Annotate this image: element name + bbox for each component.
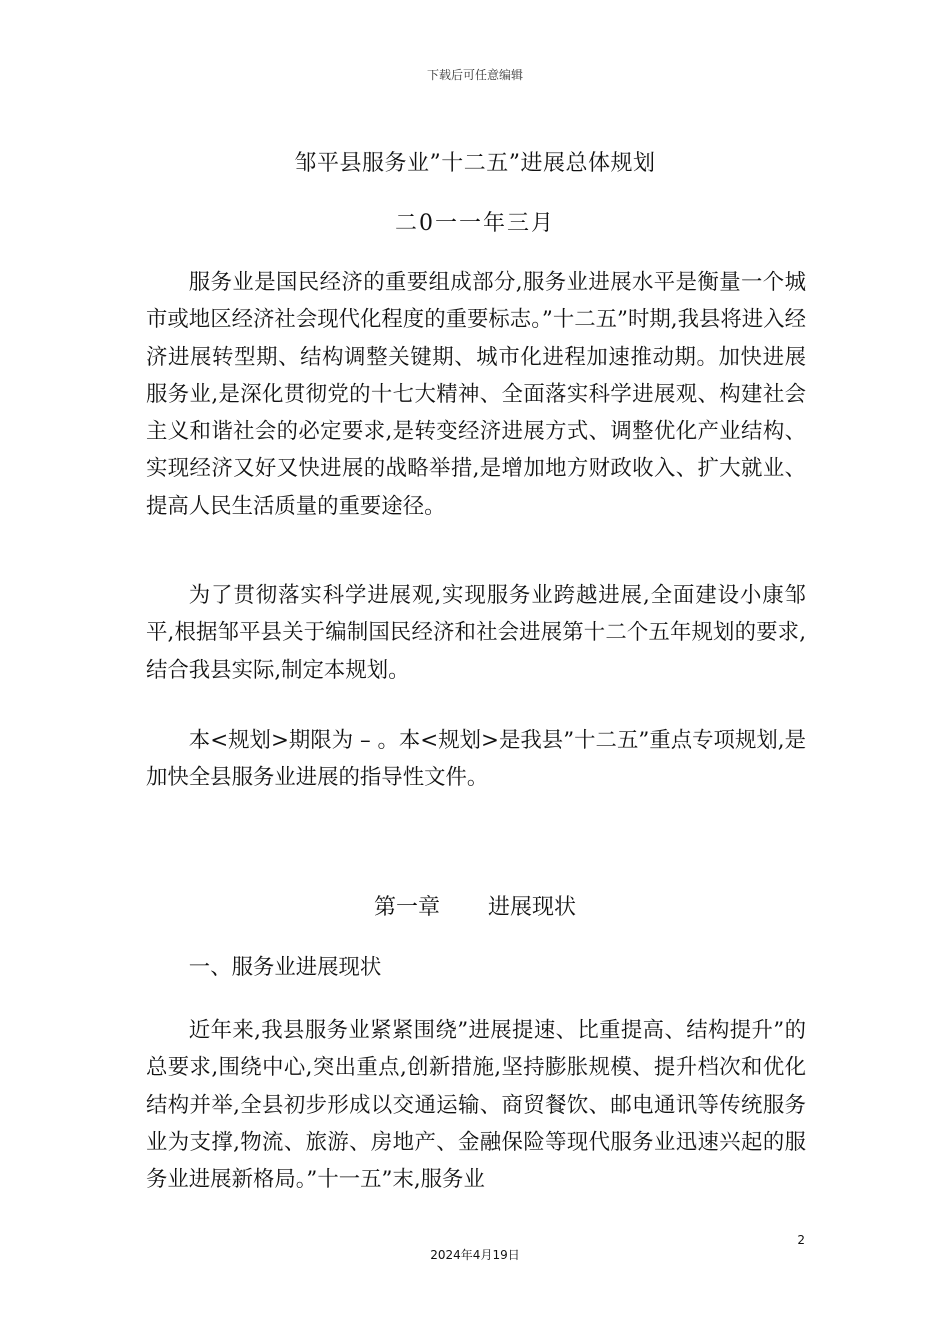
header-note: 下载后可任意编辑 — [426, 68, 523, 82]
document-date: 二0一一年三月 — [395, 211, 555, 236]
page-number: 2 — [797, 1233, 805, 1247]
section-paragraph: 近年来,我县服务业紧紧围绕”进展提速、比重提高、结构提升”的总要求,围绕中心,突出重点,创新措施,坚持膨胀规模、提升档次和优化结构并举,全县初步形成以交通运输、商贸餐饮、邮电通讯等传统服务业为支撑,物流、旅游、房地产、金融保险等现代服务业迅速兴起的服务业进展新格局。”十一五”末,服务业 — [146, 1018, 806, 1193]
section-heading: 一、服务业进展现状 — [188, 955, 382, 980]
footer-date: 2024年4月19日 — [430, 1248, 520, 1262]
document-title: 邹平县服务业”十二五”进展总体规划 — [294, 151, 656, 176]
intro-paragraph-2: 为了贯彻落实科学进展观,实现服务业跨越进展,全面建设小康邹平,根据邹平县关于编制国民经济和社会进展第十二个五年规划的要求,结合我县实际,制定本规划。 — [146, 583, 806, 683]
intro-paragraph-1: 服务业是国民经济的重要组成部分,服务业进展水平是衡量一个城市或地区经济社会现代化程度的重要标志。”十二五”时期,我县将进入经济进展转型期、结构调整关键期、城市化进程加速推动期。加快进展服务业,是深化贯彻党的十七大精神、全面落实科学进展观、构建社会主义和谐社会的必定要求,是转变经济进展方式、调整优化产业结构、实现经济又好又快进展的战略举措,是增加地方财政收入、扩大就业、提高人民生活质量的重要途径。 — [146, 270, 806, 519]
chapter-title: 进展现状 — [488, 895, 577, 920]
chapter-number: 第一章 — [373, 895, 440, 920]
intro-paragraph-3: 本<规划>期限为 – 。本<规划>是我县”十二五”重点专项规划,是加快全县服务业进展的指导性文件。 — [146, 728, 806, 791]
chapter-heading — [0, 890, 950, 921]
